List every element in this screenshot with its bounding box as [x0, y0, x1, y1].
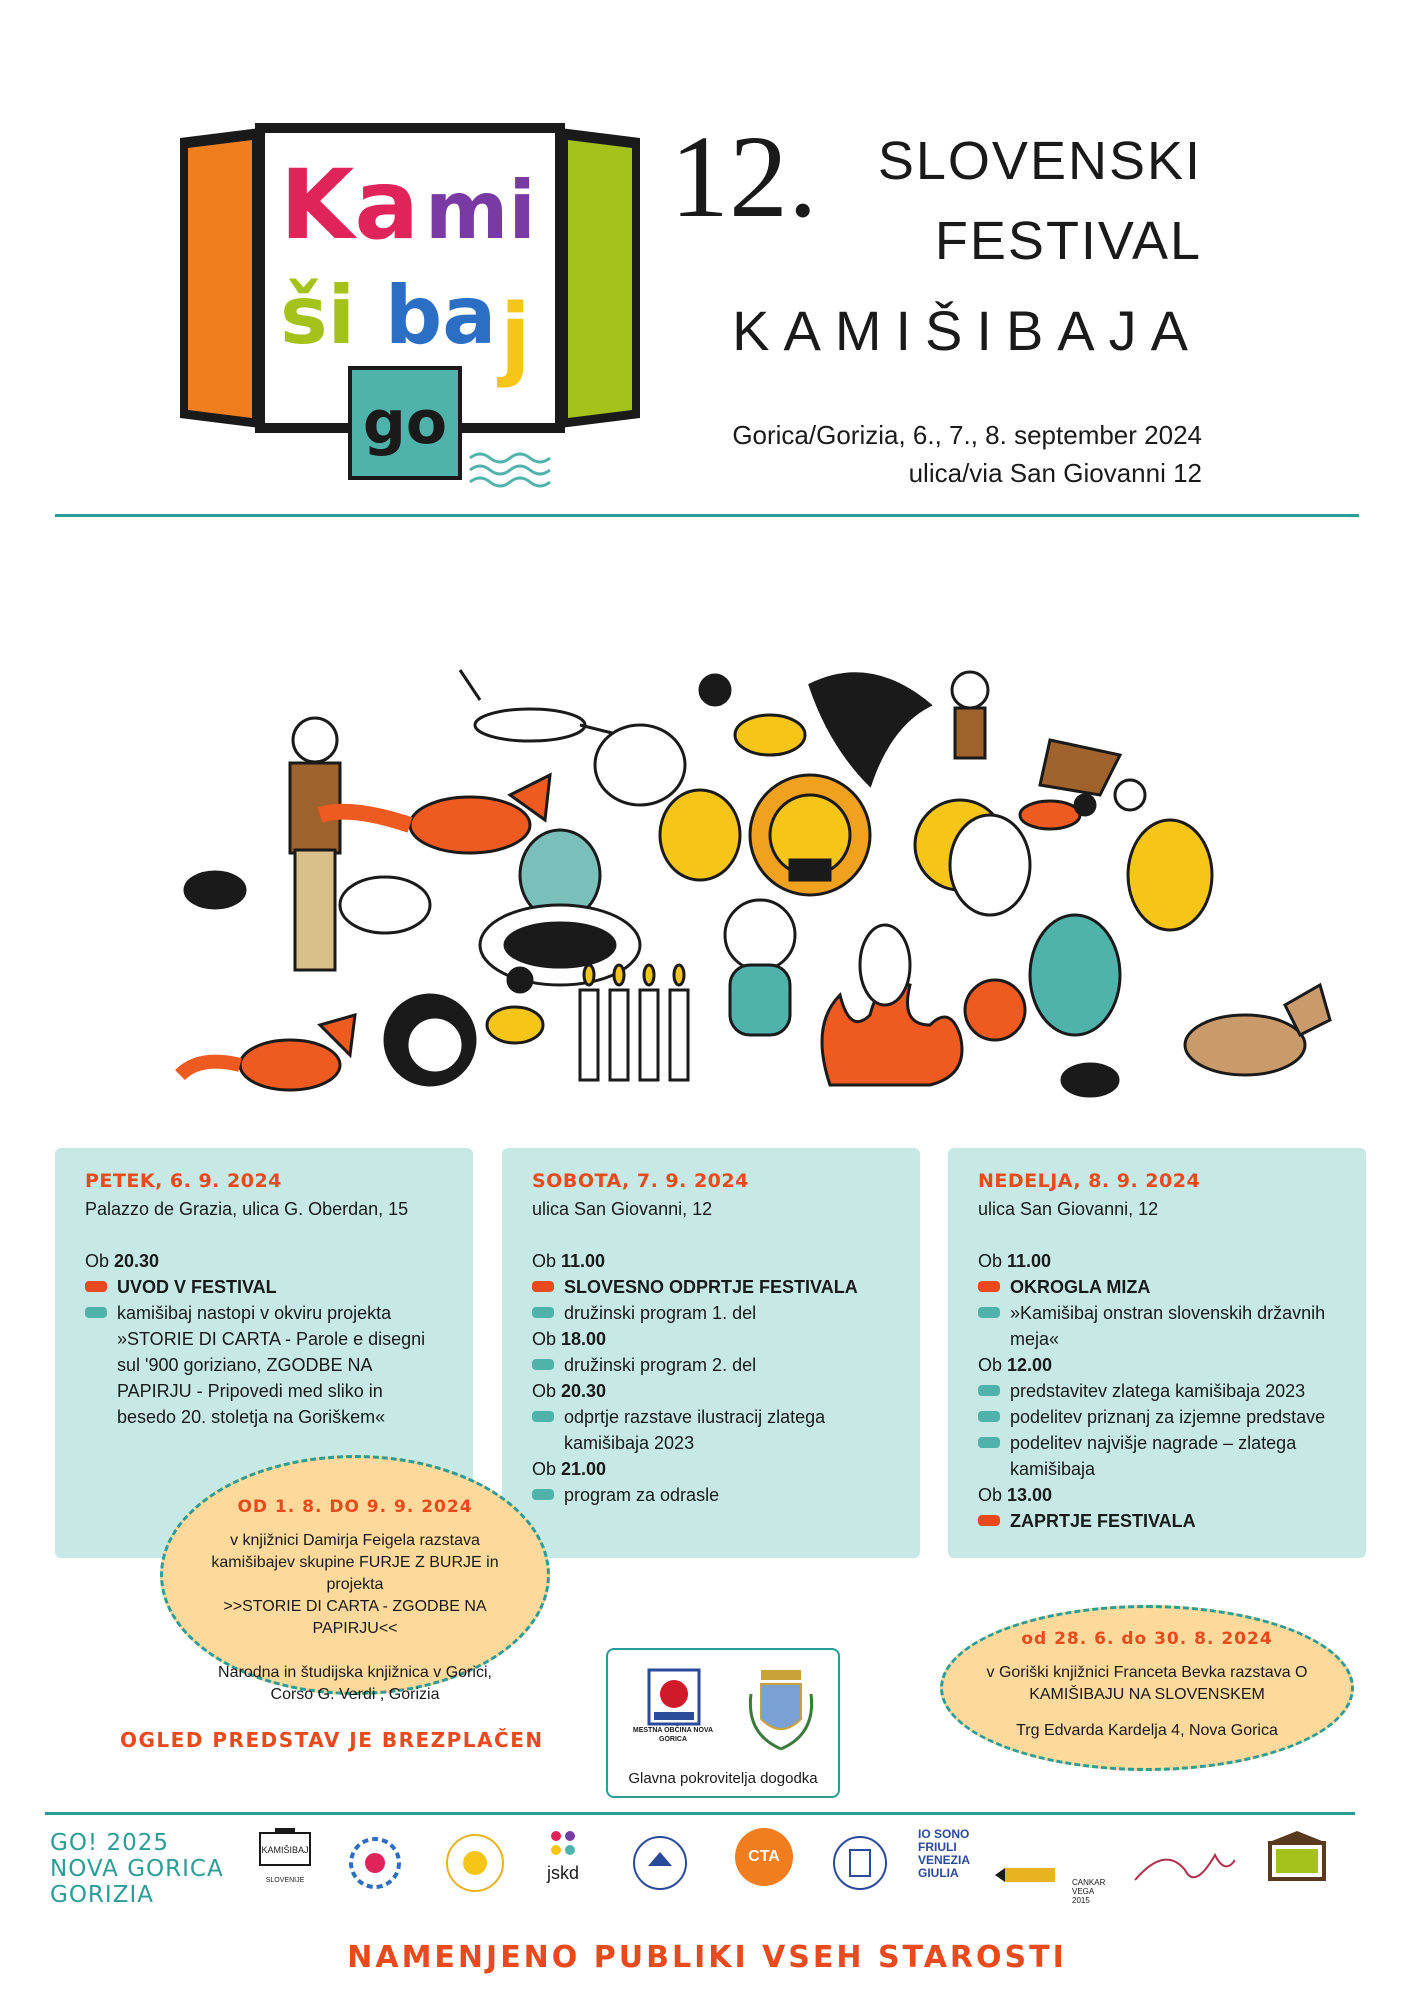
program-item: ZAPRTJE FESTIVALA	[978, 1508, 1336, 1534]
red-bullet-icon	[85, 1281, 107, 1292]
man-figure	[290, 718, 340, 970]
teal-bullet-icon	[532, 1307, 554, 1318]
hen-left	[660, 790, 740, 880]
fvg-logo: IO SONO FRIULI VENEZIA GIULIA	[918, 1827, 971, 1880]
woman-dish	[480, 830, 640, 985]
go2025-logo-line2: NOVA GORICA	[50, 1856, 224, 1882]
time-slot: Ob 20.30	[532, 1381, 607, 1401]
exhibit-oval-feigel	[160, 1455, 550, 1703]
slovenia-office-logo	[630, 1828, 690, 1898]
fox-bottom	[180, 1015, 355, 1090]
exhibit-location: Narodna in študijska knjižnica v Gorici, Corso G. Verdi , Gorizia	[218, 1664, 492, 1703]
bear-toy	[725, 900, 795, 1035]
logo-ba: ba	[385, 269, 497, 362]
teal-cat	[1030, 915, 1120, 1035]
footer-audience-note: NAMENJENO PUBLIKI VSEH STAROSTI	[347, 1940, 1067, 1975]
time-slot: Ob 13.00	[978, 1485, 1053, 1505]
program-item: podelitev najvišje nagrade – zlatega kamišibaja	[978, 1430, 1336, 1482]
logo-ka: Ka	[280, 149, 420, 261]
red-bullet-icon	[978, 1515, 1000, 1526]
day-heading: NEDELJA, 8. 9. 2024	[978, 1170, 1201, 1192]
time-slot: Ob 21.00	[532, 1459, 607, 1479]
fox-top	[320, 775, 550, 853]
nova-gorica-crest-icon	[644, 1668, 704, 1726]
teal-bullet-icon	[532, 1411, 554, 1422]
kamisibaj-slovenije-logo: KAMIŠIBAJ SLOVENIJE	[250, 1828, 320, 1884]
time-slot: Ob 12.00	[978, 1355, 1053, 1375]
day-heading: PETEK, 6. 9. 2024	[85, 1170, 282, 1192]
exhibit-heading: od 28. 6. do 30. 8. 2024	[1021, 1629, 1273, 1649]
exhibit-text: v knjižnici Damirja Feigela razstava kamišibajev skupine FURJE Z BURJE in projekta	[211, 1532, 499, 1593]
ant-right	[1020, 795, 1095, 829]
go2025-logo-line3: GORIZIA	[50, 1882, 154, 1908]
venue: ulica San Giovanni, 12	[532, 1199, 713, 1219]
ant-top	[700, 675, 805, 755]
signature-logo	[1125, 1845, 1235, 1895]
time-slot: Ob 18.00	[532, 1329, 607, 1349]
hen-right	[1128, 820, 1212, 930]
moc-name: MESTNA OBČINA NOVA GORICA	[632, 1727, 714, 1743]
rat-white	[340, 877, 430, 933]
exhibit-heading: OD 1. 8. DO 9. 9. 2024	[237, 1497, 473, 1517]
go2025-logo-line1: GO! 2025	[50, 1830, 169, 1856]
rat-left	[185, 872, 245, 908]
sponsor-caption: Glavna pokrovitelja dogodka	[628, 1770, 818, 1787]
pencil-icon	[995, 1860, 1065, 1890]
free-entry-note: OGLED PREDSTAV JE BREZPLAČEN	[120, 1728, 544, 1752]
time-slot: Ob 11.00	[532, 1251, 606, 1271]
program-item: odprtje razstave ilustracij zlatega kamišibaja 2023	[532, 1404, 890, 1456]
program-item: OKROGLA MIZA	[978, 1274, 1336, 1300]
festival-address: ulica/via San Giovanni 12	[908, 458, 1202, 488]
teal-bullet-icon	[978, 1385, 1000, 1396]
time-slot: Ob 11.00	[978, 1251, 1052, 1271]
day-card-sunday	[948, 1148, 1366, 1558]
program-item: družinski program 2. del	[532, 1352, 890, 1378]
theatre-house-icon	[1262, 1828, 1332, 1883]
teal-bullet-icon	[978, 1437, 1000, 1448]
rooster	[965, 980, 1025, 1040]
edition-number: 12.	[670, 111, 818, 242]
donkey	[1185, 985, 1330, 1075]
program-item: SLOVESNO ODPRTJE FESTIVALA	[532, 1274, 890, 1300]
cta-logo: CTA	[735, 1828, 793, 1886]
title-line-1: SLOVENSKI	[877, 131, 1202, 191]
time-slot: Ob 20.30	[85, 1251, 160, 1271]
festival-dates: Gorica/Gorizia, 6., 7., 8. september 2024	[732, 420, 1202, 450]
red-bullet-icon	[532, 1281, 554, 1292]
dark-haired-person	[385, 995, 475, 1085]
logo-si: ši	[280, 269, 356, 362]
red-bullet-icon	[978, 1281, 1000, 1292]
stork	[460, 670, 685, 805]
teal-bullet-icon	[978, 1307, 1000, 1318]
exhibit-location: Trg Edvarda Kardelja 4, Nova Gorica	[1016, 1722, 1278, 1739]
logo-go: go	[362, 388, 448, 458]
woman-face	[915, 800, 1030, 915]
program-item: predstavitev zlatega kamišibaja 2023	[978, 1378, 1336, 1404]
teal-bullet-icon	[532, 1489, 554, 1500]
wheelbarrow-man	[952, 672, 1145, 810]
venue: Palazzo de Grazia, ulica G. Oberdan, 15	[85, 1199, 409, 1219]
teal-bullet-icon	[85, 1307, 107, 1318]
kulturni-center-logo	[345, 1828, 405, 1898]
rat-bottom	[1062, 1064, 1118, 1096]
sonce-flower-logo	[440, 1828, 510, 1898]
program-item: podelitev priznanj za izjemne predstave	[978, 1404, 1336, 1430]
program-item: UVOD V FESTIVAL	[85, 1274, 443, 1300]
zskp-logo	[830, 1828, 890, 1898]
teal-bullet-icon	[532, 1359, 554, 1370]
day-card-saturday	[502, 1148, 920, 1558]
gorizia-crest-icon	[746, 1664, 816, 1754]
characters-illustration	[170, 645, 1360, 1125]
teal-bullet-icon	[978, 1411, 1000, 1422]
logo-mi: mi	[425, 164, 536, 257]
main-sponsors-box	[606, 1648, 840, 1798]
fire-creature	[822, 925, 962, 1085]
program-item: »Kamišibaj onstran slovenskih državnih meja«	[978, 1300, 1336, 1352]
crow	[810, 674, 930, 785]
day-heading: SOBOTA, 7. 9. 2024	[532, 1170, 749, 1192]
cankar-vega-logo: CANKAR VEGA 2015	[1072, 1878, 1106, 1905]
title-line-3: KAMIŠIBAJA	[732, 299, 1202, 362]
exhibit-oval-bevk	[940, 1605, 1354, 1771]
header-divider	[55, 514, 1359, 517]
jskd-dots-icon	[548, 1828, 578, 1858]
exhibit-project: >>STORIE DI CARTA - ZGODBE NA PAPIRJU<<	[223, 1598, 487, 1637]
program-item: program za odrasle	[532, 1482, 890, 1508]
program-item: družinski program 1. del	[532, 1300, 890, 1326]
jskd-logo: jskd	[538, 1828, 588, 1884]
lion-mask	[750, 775, 870, 895]
exhibit-text: v Goriški knjižnici Franceta Bevka razstava O KAMIŠIBAJU NA SLOVENSKEM	[986, 1664, 1308, 1703]
program-item: kamišibaj nastopi v okviru projekta »STORIE DI CARTA - Parole e disegni sul '900 goriziano, ZGODBE NA PAPIRJU - Pripovedi med sliko in besedo 20. stoletja na Goriškem«	[85, 1300, 443, 1430]
footer-divider	[45, 1812, 1355, 1815]
venue: ulica San Giovanni, 12	[978, 1199, 1159, 1219]
logo-j: j	[500, 285, 531, 390]
title-line-2: FESTIVAL	[934, 211, 1202, 271]
